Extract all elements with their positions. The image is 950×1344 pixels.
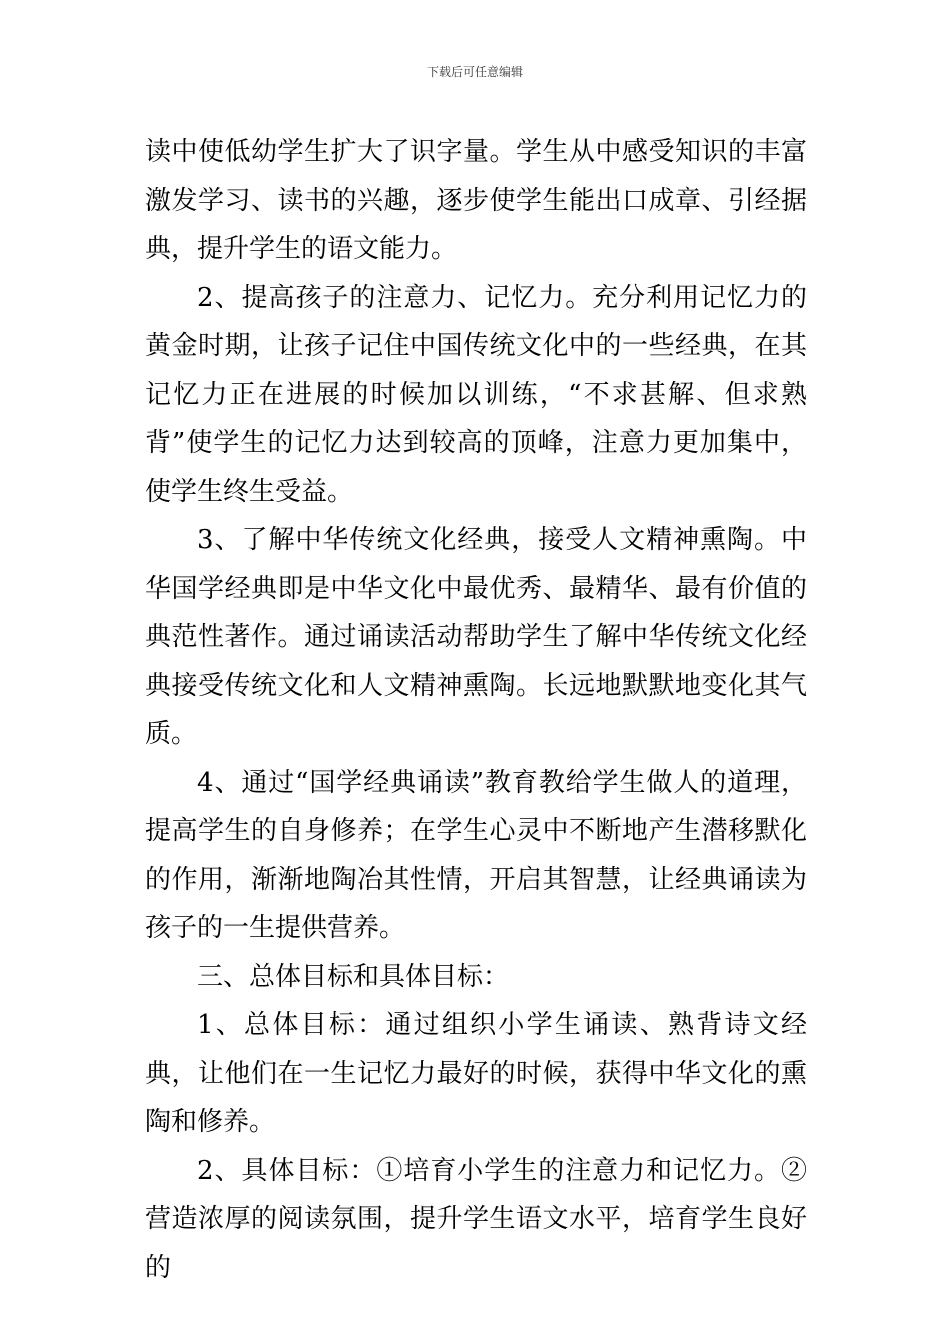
paragraph-continuation: 读中使低幼学生扩大了识字量。学生从中感受知识的丰富激发学习、读书的兴趣，逐步使学生能出口成章、引经据典，提升学生的语文能力。 <box>145 137 807 264</box>
paragraph-point-3: 3、了解中华传统文化经典，接受人文精神熏陶。中华国学经典即是中华文化中最优秀、最精华、最有价值的典范性著作。通过诵读活动帮助学生了解中华传统文化经典接受传统文化和人文精神熏陶。长远地默默地变化其气质。 <box>145 525 807 749</box>
document-body <box>145 128 807 1292</box>
section-heading-goals: 三、总体目标和具体目标： <box>197 961 510 992</box>
paragraph-point-4: 4、通过“国学经典诵读”教育教给学生做人的道理，提高学生的自身修养；在学生心灵中不断地产生潜移默化的作用，渐渐地陶冶其性情，开启其智慧，让经典诵读为孩子的一生提供营养。 <box>145 767 807 943</box>
paragraph-point-2: 2、提高孩子的注意力、记忆力。充分利用记忆力的黄金时期，让孩子记住中国传统文化中的一些经典，在其记忆力正在进展的时候加以训练，“不求甚解、但求熟背”使学生的记忆力达到较高的顶峰，注意力更加集中，使学生终生受益。 <box>145 282 807 507</box>
paragraph-specific-goal: 2、具体目标：①培育小学生的注意力和记忆力。②营造浓厚的阅读氛围，提升学生语文水平，培育学生良好的 <box>145 1155 807 1283</box>
page-header: 下载后可任意编辑 <box>426 65 523 79</box>
paragraph-overall-goal: 1、总体目标：通过组织小学生诵读、熟背诗文经典，让他们在一生记忆力最好的时候，获得中华文化的熏陶和修养。 <box>145 1010 807 1137</box>
